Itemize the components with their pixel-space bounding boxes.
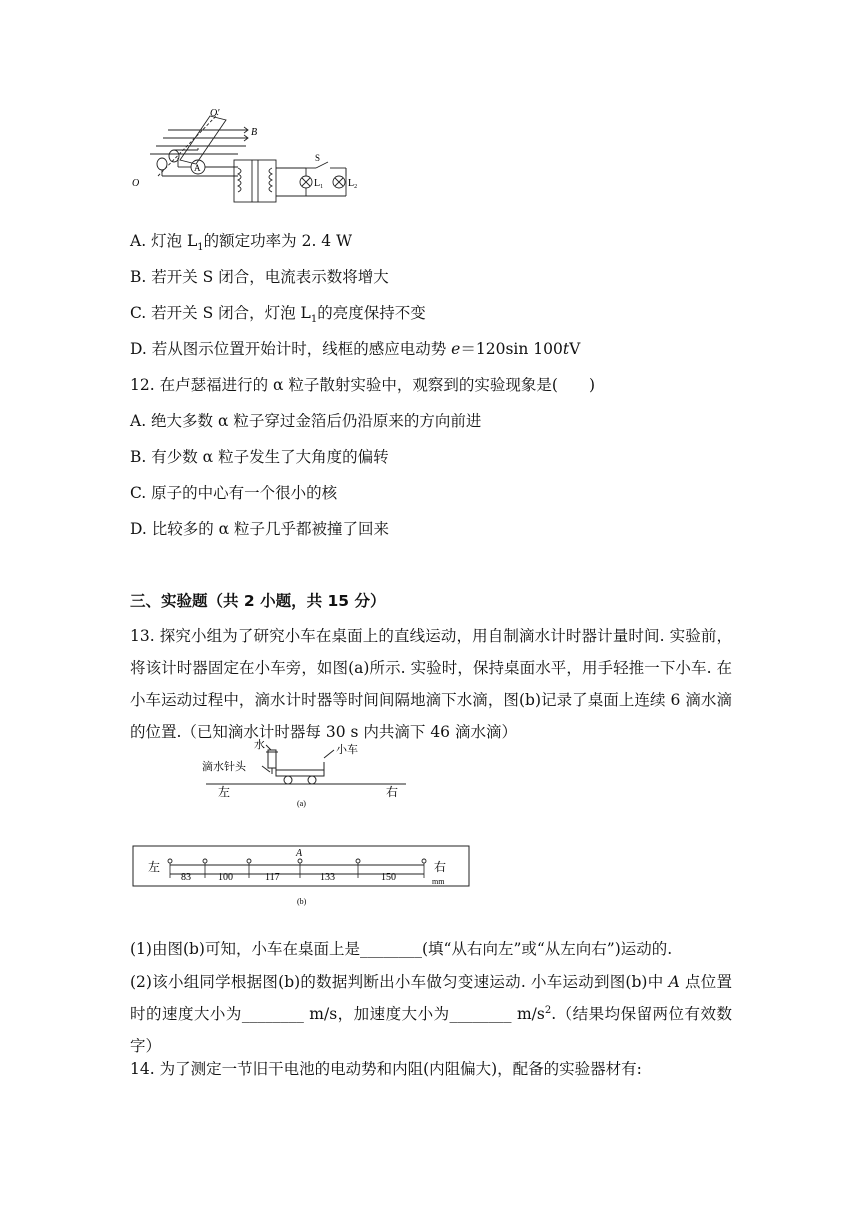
q11-option-b: B. 若开关 S 闭合，电流表示数将增大	[130, 268, 389, 286]
distance-label: 83	[181, 872, 191, 883]
label-o: O	[132, 178, 140, 189]
q11-option-a: A. 灯泡 $L_1$的额定功率为 2. 4 W	[130, 232, 353, 254]
generator-circuit-figure	[128, 108, 368, 208]
q11-option-c: C. 若开关 S 闭合，灯泡 $L_1$的亮度保持不变	[130, 304, 426, 326]
q13-part2: (2)该小组同学根据图(b)的数据判断出小车做匀变速运动. 小车运动到图(b)中 A 点位置时的速度大小为________ m/s，加速度大小为________ $m/s^2$.（结果均保留两位有效数字）	[130, 973, 732, 1055]
point-a-label: A	[296, 848, 303, 859]
unit-label-b: mm	[432, 877, 445, 886]
cart-label: 小车	[336, 744, 358, 756]
label-b: B	[251, 127, 258, 138]
distance-label: 150	[381, 872, 396, 883]
right-label-b: 右	[434, 860, 447, 874]
caption-b: (b)	[297, 897, 307, 906]
section-3-heading: 三、实验题（共 2 小题，共 15 分）	[130, 592, 386, 610]
drip-timer-cart-figure	[196, 736, 416, 818]
label-l2: $L_2$	[348, 178, 358, 190]
q12-option-a: A. 绝大多数 α 粒子穿过金箔后仍沿原来的方向前进	[130, 412, 482, 430]
q12-stem: 12. 在卢瑟福进行的 α 粒子散射实验中，观察到的实验现象是( )	[130, 376, 595, 394]
q14-stem: 14. 为了测定一节旧干电池的电动势和内阻(内阻偏大)，配备的实验器材有:	[130, 1060, 642, 1078]
right-label-a: 右	[386, 785, 399, 799]
label-ammeter: A	[194, 163, 201, 173]
q13-stem: 13. 探究小组为了研究小车在桌面上的直线运动，用自制滴水计时器计量时间. 实验前，将该计时器固定在小车旁，如图(a)所示. 实验时，保持桌面水平，用手轻推一下小车. 在小车运动过程中，滴水计时器等时间间隔地滴下水滴，图(b)记录了桌面上连续 6 滴水滴的位置.（已知滴水计时器每 30 s 内共滴下 46 滴水滴）	[130, 627, 732, 741]
distance-label: 100	[218, 872, 233, 883]
label-s: S	[315, 153, 321, 163]
q12-option-c: C. 原子的中心有一个很小的核	[130, 484, 338, 502]
left-label-a: 左	[218, 785, 231, 799]
water-label: 水	[254, 739, 265, 751]
label-l1: $L_1$	[314, 178, 324, 190]
needle-label: 滴水针头	[202, 761, 246, 773]
distance-label: 117	[265, 872, 280, 883]
label-o-prime: O′	[210, 108, 220, 119]
q11-option-d: D. 若从图示位置开始计时，线框的感应电动势 e＝120sin 100tV	[130, 340, 581, 358]
q12-option-d: D. 比较多的 α 粒子几乎都被撞了回来	[130, 520, 390, 538]
caption-a: (a)	[297, 799, 306, 808]
drop-positions-figure	[132, 840, 474, 910]
q13-part1: (1)由图(b)可知，小车在桌面上是________(填“从右向左”或“从左向右”)运动的.	[130, 940, 673, 958]
distance-label: 133	[320, 872, 335, 883]
left-label-b: 左	[148, 860, 161, 874]
q12-option-b: B. 有少数 α 粒子发生了大角度的偏转	[130, 448, 389, 466]
